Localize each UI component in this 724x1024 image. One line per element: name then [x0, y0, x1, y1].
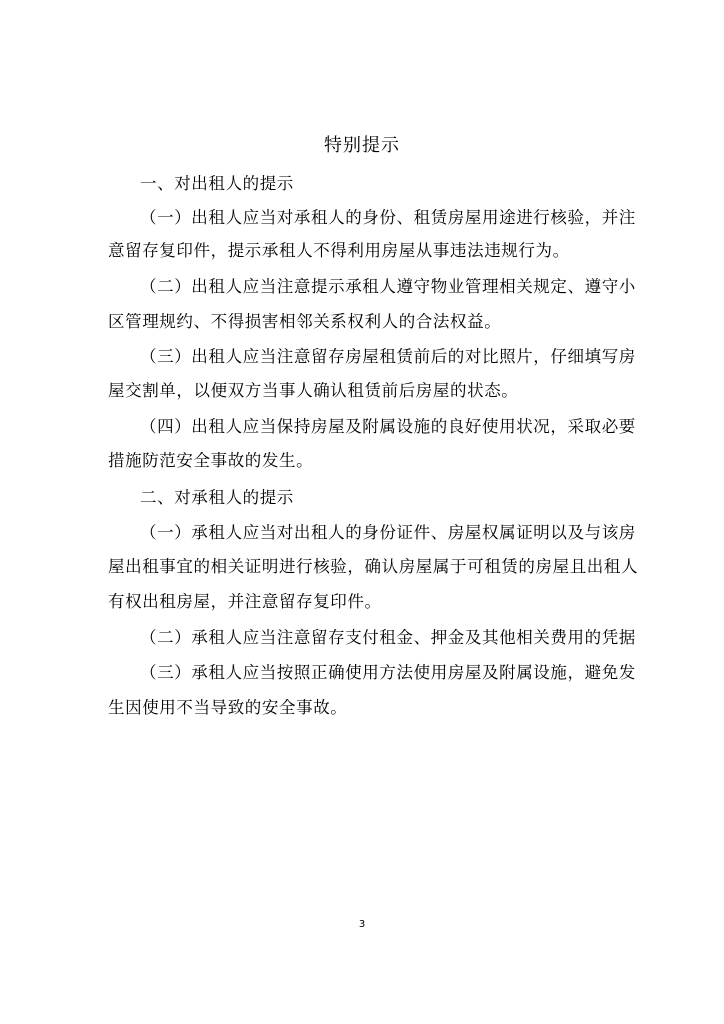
paragraph-line: （三）承租人应当按照正确使用方法使用房屋及附属设施，避免发: [140, 663, 636, 682]
page-number: 3: [358, 919, 366, 930]
paragraph-line: （一）承租人应当对出租人的身份证件、房屋权属证明以及与该房: [140, 523, 636, 542]
paragraph-line: （一）出租人应当对承租人的身份、租赁房屋用途进行核验，并注: [140, 208, 636, 227]
paragraph-line: （二）承租人应当注意留存支付租金、押金及其他相关费用的凭据: [140, 628, 636, 647]
paragraph-line: （二）出租人应当注意提示承租人遵守物业管理相关规定、遵守小: [140, 277, 636, 296]
paragraph-line: 屋出租事宜的相关证明进行核验，确认房屋属于可租赁的房屋且出租人: [108, 557, 639, 576]
paragraph-line: 屋交割单，以便双方当事人确认租赁前后房屋的状态。: [108, 381, 519, 400]
paragraph-line: 有权出租房屋，并注意留存复印件。: [108, 592, 382, 611]
paragraph-line: 区管理规约、不得损害相邻关系权利人的合法权益。: [108, 312, 502, 331]
section-heading-tenant: 二、对承租人的提示: [140, 488, 294, 507]
paragraph-line: 意留存复印件，提示承租人不得利用房屋从事违法违规行为。: [108, 241, 570, 260]
paragraph-line: 生因使用不当导致的安全事故。: [108, 698, 348, 717]
paragraph-line: （三）出租人应当注意留存房屋租赁前后的对比照片，仔细填写房: [140, 347, 636, 366]
paragraph-line: 措施防范安全事故的发生。: [108, 451, 314, 470]
document-title: 特别提示: [324, 135, 400, 156]
section-heading-landlord: 一、对出租人的提示: [140, 174, 294, 193]
paragraph-line: （四）出租人应当保持房屋及附属设施的良好使用状况，采取必要: [140, 417, 636, 436]
